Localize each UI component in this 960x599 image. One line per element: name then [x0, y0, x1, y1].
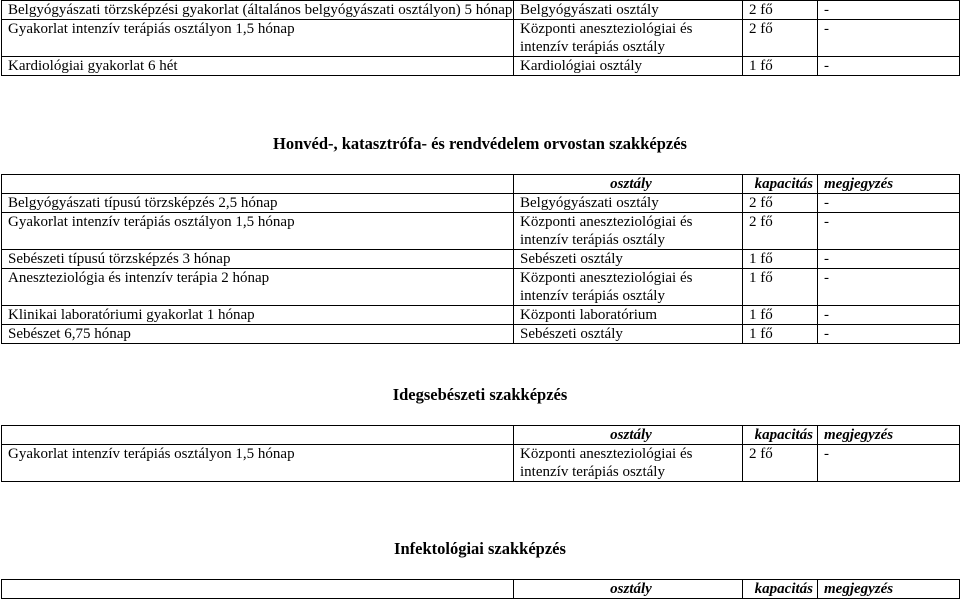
- table-row: [2, 57, 960, 76]
- section-title-infektologia: Infektológiai szakképzés: [394, 539, 566, 558]
- note: -: [818, 194, 960, 213]
- table-row: [2, 250, 960, 269]
- training-name: Aneszteziológia és intenzív terápia 2 hónap: [2, 269, 514, 306]
- infektologia-table: [1, 579, 960, 599]
- header-capacity: kapacitás: [743, 426, 818, 445]
- training-name: Sebészet 6,75 hónap: [2, 325, 514, 344]
- capacity: 1 fő: [743, 325, 818, 344]
- header-ward: osztály: [514, 175, 743, 194]
- ward-name: Sebészeti osztály: [514, 325, 743, 344]
- header-capacity: kapacitás: [743, 175, 818, 194]
- capacity: 2 fő: [743, 213, 818, 250]
- capacity: 1 fő: [743, 57, 818, 76]
- training-name: Klinikai laboratóriumi gyakorlat 1 hónap: [2, 306, 514, 325]
- capacity: 2 fő: [743, 445, 818, 482]
- table-row: [2, 445, 960, 482]
- note: -: [818, 325, 960, 344]
- note: -: [818, 445, 960, 482]
- capacity: 2 fő: [743, 1, 818, 20]
- table-header-row: [2, 580, 960, 599]
- header-note: megjegyzés: [818, 426, 960, 445]
- ward-name: Kardiológiai osztály: [514, 57, 743, 76]
- table-row: [2, 306, 960, 325]
- note: -: [818, 20, 960, 57]
- training-name: Gyakorlat intenzív terápiás osztályon 1,5 hónap: [2, 445, 514, 482]
- header-empty: [2, 175, 514, 194]
- capacity: 1 fő: [743, 250, 818, 269]
- header-capacity: kapacitás: [743, 580, 818, 599]
- header-note: megjegyzés: [818, 175, 960, 194]
- training-name: Kardiológiai gyakorlat 6 hét: [2, 57, 514, 76]
- note: -: [818, 1, 960, 20]
- table-row: [2, 20, 960, 57]
- training-name: Gyakorlat intenzív terápiás osztályon 1,5 hónap: [2, 20, 514, 57]
- section-title-idegsebeszet: Idegsebészeti szakképzés: [392, 385, 568, 404]
- capacity: 1 fő: [743, 306, 818, 325]
- table-row: [2, 269, 960, 306]
- training-name: Belgyógyászati típusú törzsképzés 2,5 hónap: [2, 194, 514, 213]
- table-row: [2, 1, 960, 20]
- capacity: 1 fő: [743, 269, 818, 306]
- note: -: [818, 250, 960, 269]
- ward-name: Központi aneszteziológiai és intenzív terápiás osztály: [514, 269, 743, 306]
- ward-name: Belgyógyászati osztály: [514, 1, 743, 20]
- idegsebeszet-table: [1, 425, 960, 482]
- note: -: [818, 306, 960, 325]
- header-ward: osztály: [514, 580, 743, 599]
- training-name: Belgyógyászati törzsképzési gyakorlat (általános belgyógyászati osztályon) 5 hónap: [2, 1, 514, 20]
- training-name: Sebészeti típusú törzsképzés 3 hónap: [2, 250, 514, 269]
- note: -: [818, 213, 960, 250]
- training-name: Gyakorlat intenzív terápiás osztályon 1,5 hónap: [2, 213, 514, 250]
- table-row: [2, 213, 960, 250]
- table-header-row: [2, 426, 960, 445]
- table-row: [2, 194, 960, 213]
- header-ward: osztály: [514, 426, 743, 445]
- ward-name: Központi aneszteziológiai és intenzív terápiás osztály: [514, 213, 743, 250]
- section-title-honved: Honvéd-, katasztrófa- és rendvédelem orvostan szakképzés: [273, 134, 687, 153]
- ward-name: Belgyógyászati osztály: [514, 194, 743, 213]
- note: -: [818, 57, 960, 76]
- table-row: [2, 325, 960, 344]
- header-empty: [2, 426, 514, 445]
- honved-table: [1, 174, 960, 344]
- capacity: 2 fő: [743, 194, 818, 213]
- header-empty: [2, 580, 514, 599]
- capacity: 2 fő: [743, 20, 818, 57]
- top-table: [1, 0, 960, 76]
- ward-name: Központi aneszteziológiai és intenzív terápiás osztály: [514, 20, 743, 57]
- note: -: [818, 269, 960, 306]
- header-note: megjegyzés: [818, 580, 960, 599]
- table-header-row: [2, 175, 960, 194]
- ward-name: Sebészeti osztály: [514, 250, 743, 269]
- ward-name: Központi aneszteziológiai és intenzív terápiás osztály: [514, 445, 743, 482]
- ward-name: Központi laboratórium: [514, 306, 743, 325]
